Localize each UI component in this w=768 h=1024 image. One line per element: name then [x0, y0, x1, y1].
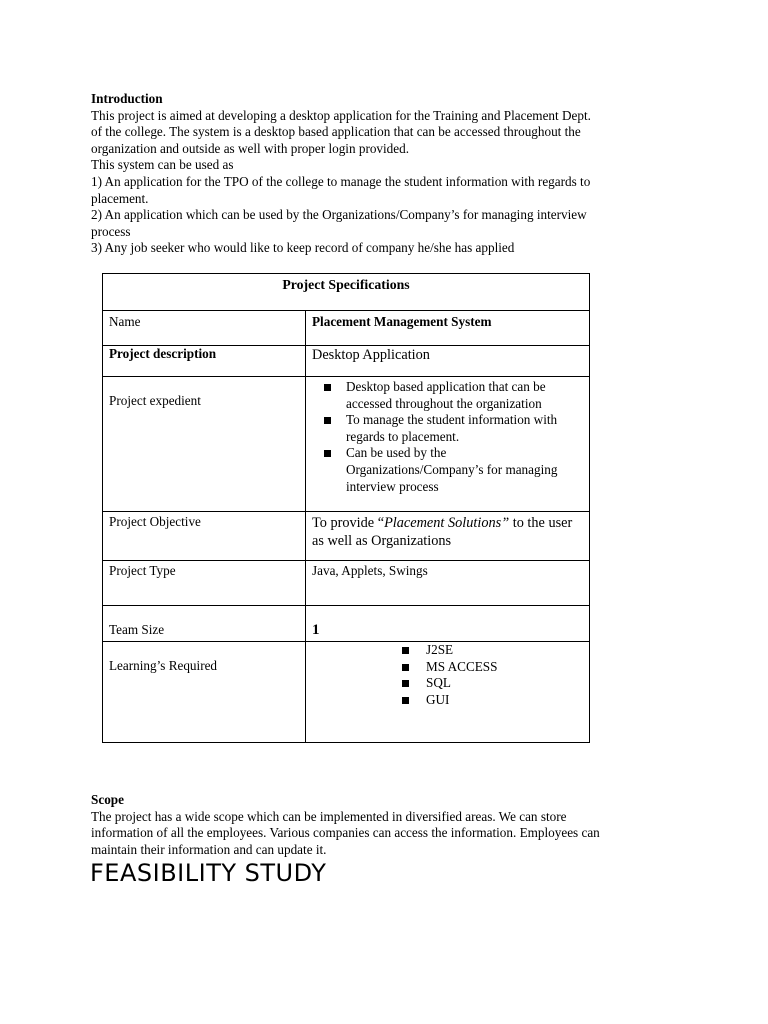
scope-line: maintain their information and can update it. — [91, 841, 327, 857]
table-row — [103, 642, 590, 743]
introduction-section — [91, 91, 691, 257]
square-bullet-icon — [324, 450, 331, 457]
list-item: SQL — [396, 675, 583, 692]
list-item: MS ACCESS — [396, 659, 583, 676]
learning-value — [306, 642, 590, 743]
intro-line: 3) Any job seeker who would like to keep record of company he/she has applied — [91, 240, 515, 256]
scope-line: The project has a wide scope which can be implemented in diversified areas. We can store — [91, 808, 567, 824]
introduction-heading: Introduction — [91, 91, 163, 106]
list-item: GUI — [396, 692, 583, 709]
square-bullet-icon — [324, 384, 331, 391]
square-bullet-icon — [324, 417, 331, 424]
table-row — [103, 377, 590, 512]
expedient-list — [312, 379, 583, 495]
team-size-value: 1 — [306, 606, 590, 642]
expedient-label: Project expedient — [103, 377, 306, 512]
scope-heading: Scope — [91, 792, 124, 807]
square-bullet-icon — [402, 664, 409, 671]
table-row — [103, 606, 590, 642]
intro-line: of the college. The system is a desktop based application that can be accessed throughout the — [91, 124, 581, 140]
description-label: Project description — [103, 346, 306, 377]
table-row — [103, 274, 590, 311]
type-label: Project Type — [103, 561, 306, 606]
project-specifications-table — [102, 273, 590, 743]
scope-section — [91, 792, 691, 858]
square-bullet-icon — [402, 647, 409, 654]
intro-line: placement. — [91, 190, 149, 206]
type-value: Java, Applets, Swings — [306, 561, 590, 606]
expedient-value — [306, 377, 590, 512]
objective-value: To provide “Placement Solutions” to the user as well as Organizations — [306, 512, 590, 561]
table-title: Project Specifications — [103, 274, 590, 311]
learning-list — [312, 642, 583, 708]
table-row — [103, 346, 590, 377]
feasibility-heading: FEASIBILITY STUDY — [90, 859, 327, 887]
table-row — [103, 512, 590, 561]
intro-line: This system can be used as — [91, 157, 234, 173]
list-item: Desktop based application that can be accessed throughout the organization — [312, 379, 583, 412]
square-bullet-icon — [402, 697, 409, 704]
objective-label: Project Objective — [103, 512, 306, 561]
name-value: Placement Management System — [306, 311, 590, 346]
list-item: Can be used by the Organizations/Company’s for managing interview process — [312, 445, 583, 495]
team-size-label: Team Size — [103, 606, 306, 642]
intro-line: 1) An application for the TPO of the college to manage the student information with regards to — [91, 173, 591, 189]
list-item: To manage the student information with regards to placement. — [312, 412, 583, 445]
list-item: J2SE — [396, 642, 583, 659]
scope-line: information of all the employees. Various companies can access the information. Employees can — [91, 825, 600, 841]
name-label: Name — [103, 311, 306, 346]
table-row — [103, 561, 590, 606]
learning-label: Learning’s Required — [103, 642, 306, 743]
table-row — [103, 311, 590, 346]
intro-line: 2) An application which can be used by the Organizations/Company’s for managing interview — [91, 207, 587, 223]
description-value: Desktop Application — [306, 346, 590, 377]
square-bullet-icon — [402, 680, 409, 687]
intro-line: process — [91, 223, 131, 239]
intro-line: organization and outside as well with proper login provided. — [91, 140, 410, 156]
intro-line: This project is aimed at developing a desktop application for the Training and Placement Dept. — [91, 107, 591, 123]
